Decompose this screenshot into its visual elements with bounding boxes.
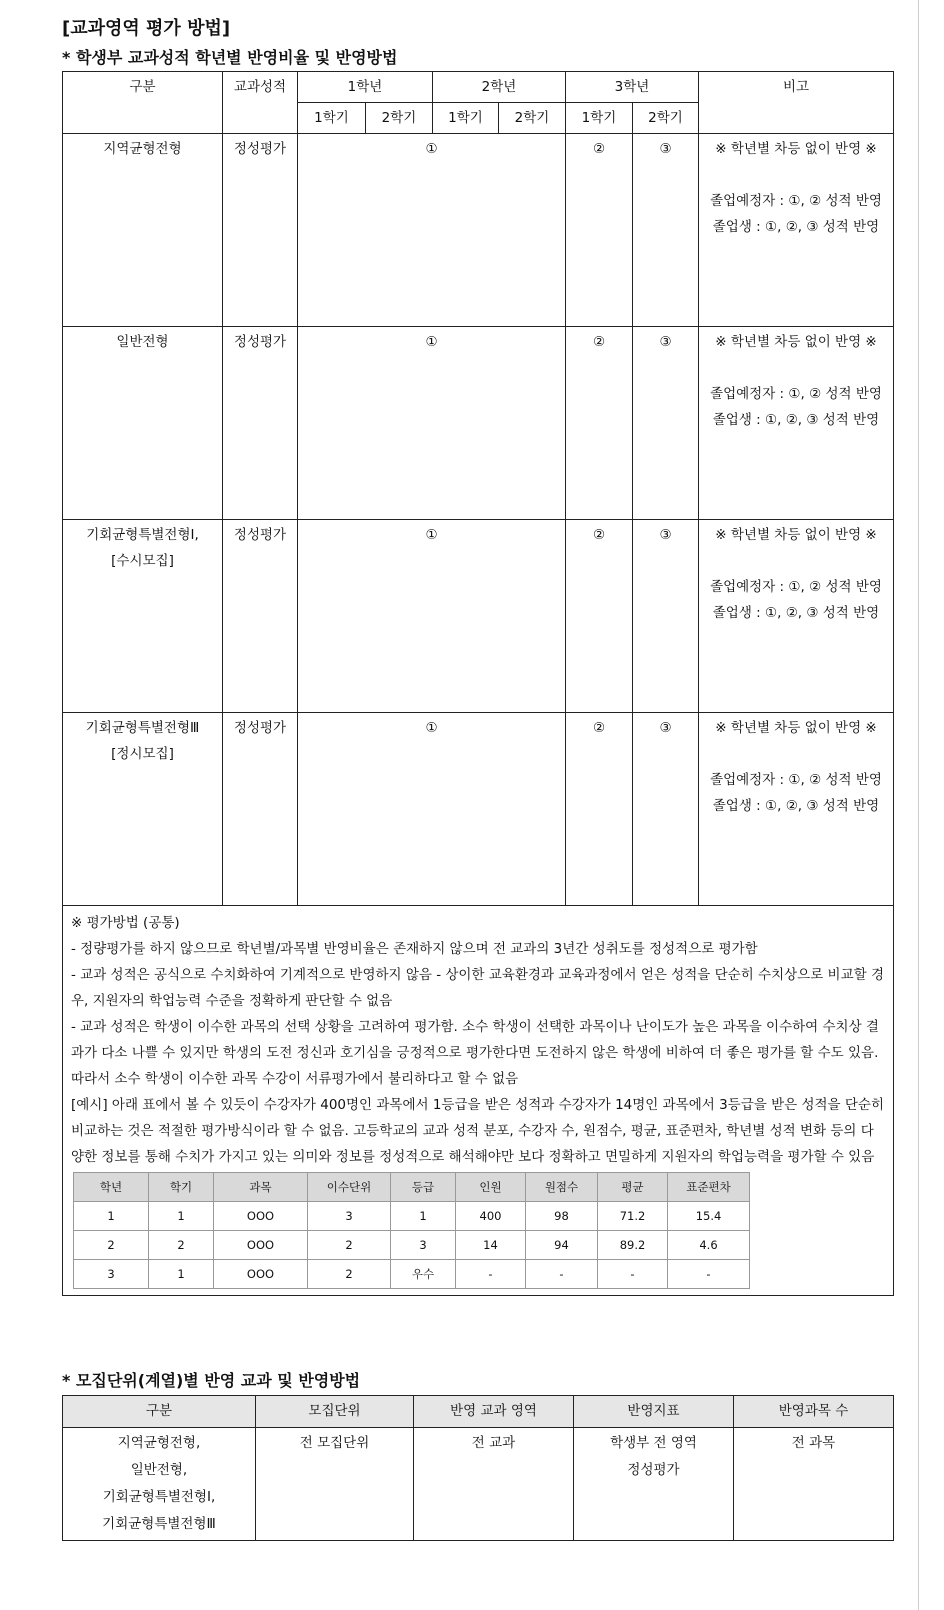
- note-cell: [699, 713, 894, 906]
- grade-ratio-table: [62, 71, 894, 1296]
- example-cell: -: [598, 1260, 668, 1289]
- example-cell: 98: [526, 1202, 598, 1231]
- index-line: 정성평가: [627, 1462, 680, 1478]
- category-name: 기회균형특별전형Ⅰ,: [86, 527, 199, 543]
- example-cell: OOO: [214, 1260, 308, 1289]
- year1-cell: ①: [298, 134, 566, 327]
- category-line: 기회균형특별전형Ⅰ,: [102, 1489, 216, 1505]
- example-cell: 3: [308, 1202, 391, 1231]
- example-header-cell: 표준편차: [668, 1173, 750, 1202]
- subject-table: [62, 1395, 894, 1541]
- header-category: 구분: [63, 72, 223, 134]
- example-cell: 1: [74, 1202, 149, 1231]
- table-row: [63, 713, 894, 906]
- subject-cell: 전 교과: [414, 1428, 574, 1541]
- example-cell: 우수: [391, 1260, 456, 1289]
- subject-header-cell: 반영 교과 영역: [414, 1396, 574, 1428]
- table-row: [63, 327, 894, 520]
- header-sem: 1학기: [566, 103, 633, 134]
- example-cell: 15.4: [668, 1202, 750, 1231]
- index-cell: [574, 1428, 734, 1541]
- note-spacer: [703, 162, 889, 188]
- example-cell: 4.6: [668, 1231, 750, 1260]
- example-cell: -: [668, 1260, 750, 1289]
- header-sem: 1학기: [298, 103, 366, 134]
- unit-cell: 전 모집단위: [256, 1428, 414, 1541]
- example-header-cell: 학년: [74, 1173, 149, 1202]
- header-sem: 1학기: [433, 103, 499, 134]
- category-line: 기회균형특별전형Ⅲ: [102, 1516, 216, 1532]
- note-paragraph: ※ 평가방법 (공통): [71, 915, 180, 931]
- category-name: 일반전형: [116, 334, 169, 350]
- example-cell: 3: [391, 1231, 456, 1260]
- index-line: 학생부 전 영역: [610, 1435, 697, 1451]
- example-header-cell: 평균: [598, 1173, 668, 1202]
- year3-sem1-cell: ②: [566, 134, 633, 327]
- category-cell: [63, 713, 223, 906]
- method-cell: 정성평가: [223, 713, 298, 906]
- example-header-cell: 인원: [456, 1173, 526, 1202]
- example-cell: 2: [149, 1231, 214, 1260]
- example-cell: 1: [149, 1202, 214, 1231]
- category-cell: [63, 134, 223, 327]
- category-cell: [63, 1428, 256, 1541]
- example-cell: 71.2: [598, 1202, 668, 1231]
- example-header-cell: 학기: [149, 1173, 214, 1202]
- year1-cell: ①: [298, 520, 566, 713]
- section2-title: * 모집단위(계열)별 반영 교과 및 반영방법: [62, 1371, 361, 1390]
- category-sub: [정시모집]: [111, 746, 174, 762]
- evaluation-notes: [63, 906, 894, 1296]
- note-line: ※ 학년별 차등 없이 반영 ※: [715, 720, 877, 736]
- example-cell: 3: [74, 1260, 149, 1289]
- note-cell: [699, 520, 894, 713]
- year3-sem1-cell: ②: [566, 520, 633, 713]
- note-paragraph: - 정량평가를 하지 않으므로 학년별/과목별 반영비율은 존재하지 않으며 전 교과의 3년간 성취도를 정성적으로 평가함: [71, 941, 758, 957]
- note-line: ※ 학년별 차등 없이 반영 ※: [715, 527, 877, 543]
- method-cell: 정성평가: [223, 520, 298, 713]
- example-cell: 2: [308, 1231, 391, 1260]
- note-line: 졸업생 : ①, ②, ③ 성적 반영: [712, 605, 880, 621]
- year1-cell: ①: [298, 713, 566, 906]
- example-row: [74, 1260, 750, 1289]
- example-header: [74, 1173, 750, 1202]
- note-line: ※ 학년별 차등 없이 반영 ※: [715, 334, 877, 350]
- example-header-cell: 원점수: [526, 1173, 598, 1202]
- category-name: 지역균형전형: [103, 141, 182, 157]
- header-sem: 2학기: [499, 103, 566, 134]
- example-cell: -: [526, 1260, 598, 1289]
- header-sem: 2학기: [366, 103, 433, 134]
- table-row: [63, 520, 894, 713]
- year3-sem2-cell: ③: [633, 327, 699, 520]
- year3-sem2-cell: ③: [633, 520, 699, 713]
- header-year2: 2학년: [433, 72, 566, 103]
- method-cell: 정성평가: [223, 134, 298, 327]
- subject-header-cell: 반영과목 수: [734, 1396, 894, 1428]
- category-name: 기회균형특별전형Ⅲ: [85, 720, 200, 736]
- subject-header-cell: 반영지표: [574, 1396, 734, 1428]
- header-year3: 3학년: [566, 72, 699, 103]
- category-cell: [63, 520, 223, 713]
- method-cell: 정성평가: [223, 327, 298, 520]
- page-title: [교과영역 평가 방법]: [62, 18, 231, 39]
- note-line: 졸업예정자 : ①, ② 성적 반영: [710, 386, 882, 402]
- example-cell: 1: [391, 1202, 456, 1231]
- category-line: 지역균형전형,: [117, 1435, 201, 1451]
- year3-sem1-cell: ②: [566, 713, 633, 906]
- example-cell: OOO: [214, 1202, 308, 1231]
- note-line: 졸업예정자 : ①, ② 성적 반영: [710, 579, 882, 595]
- example-header-cell: 이수단위: [308, 1173, 391, 1202]
- example-cell: -: [456, 1260, 526, 1289]
- header-sem: 2학기: [633, 103, 699, 134]
- note-cell: [699, 327, 894, 520]
- count-cell: 전 과목: [734, 1428, 894, 1541]
- header-grade: 교과성적: [223, 72, 298, 134]
- example-cell: 2: [308, 1260, 391, 1289]
- table-row: [63, 134, 894, 327]
- example-header-cell: 과목: [214, 1173, 308, 1202]
- example-cell: 94: [526, 1231, 598, 1260]
- year3-sem2-cell: ③: [633, 134, 699, 327]
- subject-header-cell: 구분: [63, 1396, 256, 1428]
- example-table: [73, 1172, 750, 1289]
- page-border: [918, 0, 919, 1610]
- header-year1: 1학년: [298, 72, 433, 103]
- example-cell: OOO: [214, 1231, 308, 1260]
- example-header-cell: 등급: [391, 1173, 456, 1202]
- note-paragraph: [예시] 아래 표에서 볼 수 있듯이 수강자가 400명인 과목에서 1등급을 받은 성적과 수강자가 14명인 과목에서 3등급을 받은 성적을 단순히 비교하는 것은 적절한 평가방식이라 할 수 없음. 고등학교의 교과 성적 분포, 수강자 수, 원점수, 평균, 표준편차, 학년별 성적 변화 등의 다양한 정보를 통해 수치가 가지고 있는 의미와 정보를 정성적으로 해석해야만 보다 정확하고 면밀하게 지원자의 학업능력을 평가할 수 있음: [71, 1097, 884, 1165]
- note-spacer: [703, 741, 889, 767]
- example-cell: 400: [456, 1202, 526, 1231]
- note-line: 졸업예정자 : ①, ② 성적 반영: [710, 193, 882, 209]
- example-row: [74, 1231, 750, 1260]
- note-line: ※ 학년별 차등 없이 반영 ※: [715, 141, 877, 157]
- note-paragraph: - 교과 성적은 공식으로 수치화하여 기계적으로 반영하지 않음 - 상이한 교육환경과 교육과정에서 얻은 성적을 단순히 수치상으로 비교할 경우, 지원자의 학업능력 수준을 정확하게 판단할 수 없음: [71, 967, 884, 1009]
- category-line: 일반전형,: [130, 1462, 188, 1478]
- example-cell: 14: [456, 1231, 526, 1260]
- category-cell: [63, 327, 223, 520]
- example-row: [74, 1202, 750, 1231]
- example-cell: 2: [74, 1231, 149, 1260]
- year3-sem2-cell: ③: [633, 713, 699, 906]
- note-spacer: [703, 355, 889, 381]
- year1-cell: ①: [298, 327, 566, 520]
- note-line: 졸업생 : ①, ②, ③ 성적 반영: [712, 219, 880, 235]
- category-sub: [수시모집]: [111, 553, 174, 569]
- note-paragraph: - 교과 성적은 학생이 이수한 과목의 선택 상황을 고려하여 평가함. 소수 학생이 선택한 과목이나 난이도가 높은 과목을 이수하여 수치상 결과가 다소 나쁠 수 있지만 학생의 도전 정신과 호기심을 긍정적으로 평가한다면 도전하지 않은 학생에 비하여 더 좋은 평가를 할 수도 있음. 따라서 소수 학생이 이수한 과목 수강이 서류평가에서 불리하다고 할 수 없음: [71, 1019, 879, 1087]
- example-cell: 89.2: [598, 1231, 668, 1260]
- year3-sem1-cell: ②: [566, 327, 633, 520]
- note-line: 졸업생 : ①, ②, ③ 성적 반영: [712, 412, 880, 428]
- section1-title: * 학생부 교과성적 학년별 반영비율 및 반영방법: [62, 48, 398, 67]
- note-line: 졸업생 : ①, ②, ③ 성적 반영: [712, 798, 880, 814]
- note-spacer: [703, 548, 889, 574]
- example-cell: 1: [149, 1260, 214, 1289]
- subject-header-cell: 모집단위: [256, 1396, 414, 1428]
- note-line: 졸업예정자 : ①, ② 성적 반영: [710, 772, 882, 788]
- note-cell: [699, 134, 894, 327]
- header-note: 비고: [699, 72, 894, 134]
